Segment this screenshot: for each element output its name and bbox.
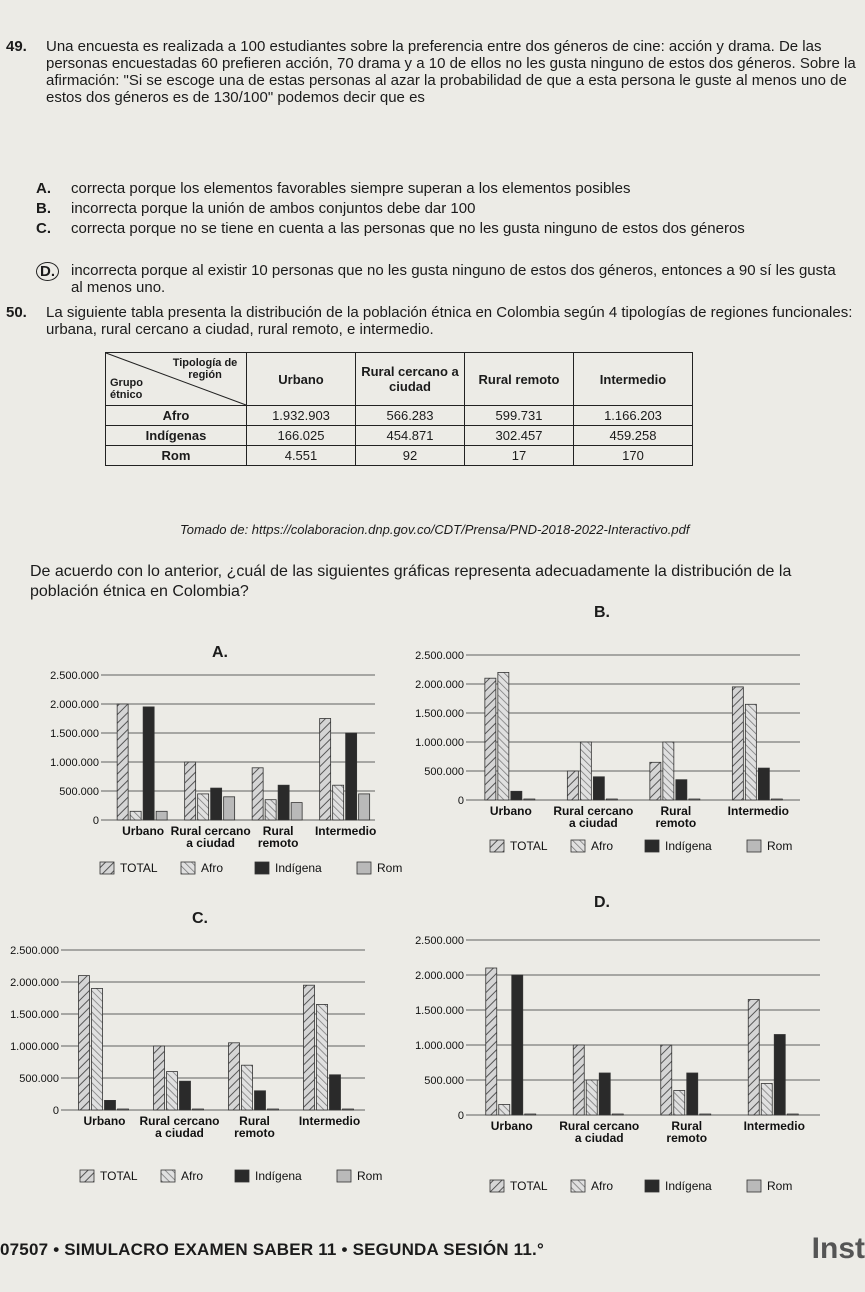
chart-c-label[interactable]: C. xyxy=(192,910,208,927)
y-tick-label: 2.500.000 xyxy=(415,650,464,662)
chart-a[interactable] xyxy=(10,660,403,895)
y-tick-label: 2.500.000 xyxy=(50,670,99,682)
bar-afro xyxy=(586,1080,597,1115)
legend-label: Afro xyxy=(201,861,224,875)
bar-afro xyxy=(242,1065,253,1110)
bar-indígena xyxy=(255,1091,266,1110)
x-tick-label: Urbano xyxy=(490,1119,533,1133)
y-tick-label: 1.500.000 xyxy=(415,1005,464,1017)
bar-rom xyxy=(606,799,617,800)
bar-indígena xyxy=(774,1035,785,1116)
y-tick-label: 1.500.000 xyxy=(415,708,464,720)
bar-total xyxy=(650,762,661,800)
legend-label: Rom xyxy=(767,1179,793,1193)
bar-rom xyxy=(525,1114,536,1115)
legend-swatch xyxy=(255,862,269,874)
bar-rom xyxy=(343,1109,354,1110)
question-49-stem: Una encuesta es realizada a 100 estudiantes sobre la preferencia entre dos géneros de cine: acción y drama. De las personas encuestadas 60 prefieren acción, 70 drama y a 10 de ellos no les gusta ninguno de estos dos géneros. Sobre la afirmación: "Si se escoge una de estas personas al azar la probabilidad de que a esta persona le guste al menos uno de estos dos géneros es de 130/100" podemos decir que es xyxy=(46,38,856,106)
x-tick-label: remoto xyxy=(655,816,697,830)
legend-swatch xyxy=(645,1180,659,1192)
legend-swatch xyxy=(747,840,761,852)
bar-afro xyxy=(130,811,141,820)
bar-indígena xyxy=(758,768,769,800)
legend-swatch xyxy=(235,1170,249,1182)
bar-afro xyxy=(499,1105,510,1116)
bar-rom xyxy=(700,1114,711,1115)
legend-label: TOTAL xyxy=(510,839,548,853)
table-header: Rural cercano a ciudad xyxy=(356,353,465,406)
table-corner-top: Tipología de región xyxy=(172,357,238,381)
table-header: Urbano xyxy=(247,353,356,406)
bar-indígena xyxy=(180,1081,191,1110)
y-tick-label: 500.000 xyxy=(59,786,99,798)
bar-rom xyxy=(359,794,370,820)
y-tick-label: 2.000.000 xyxy=(415,679,464,691)
chart-a-label[interactable]: A. xyxy=(212,644,228,661)
table-corner-bottom: Grupo étnico xyxy=(110,377,143,401)
x-tick-label: Rural xyxy=(660,804,692,818)
legend-label: Afro xyxy=(591,839,614,853)
bar-indígena xyxy=(676,780,687,800)
y-tick-label: 2.000.000 xyxy=(415,970,464,982)
y-tick-label: 500.000 xyxy=(19,1073,59,1085)
y-tick-label: 0 xyxy=(52,1105,59,1117)
x-tick-label: remoto xyxy=(666,1131,708,1145)
x-tick-label: remoto xyxy=(234,1126,275,1140)
legend-label: Indígena xyxy=(255,1169,302,1183)
bar-afro xyxy=(761,1084,772,1116)
legend-swatch xyxy=(181,862,195,874)
bar-rom xyxy=(268,1109,279,1110)
legend-label: Rom xyxy=(357,1169,383,1183)
bar-indígena xyxy=(599,1073,610,1115)
bar-afro xyxy=(674,1091,685,1116)
x-tick-label: Intermedio xyxy=(314,824,377,838)
bar-total xyxy=(117,704,128,820)
bar-total xyxy=(252,768,263,820)
bar-rom xyxy=(787,1114,798,1115)
option-49-d[interactable]: D. incorrecta porque al existir 10 personas que no les gusta ninguno de estos dos géneros, entonces a 90 sí les gusta al menos uno. xyxy=(36,262,836,296)
bar-indígena xyxy=(278,785,289,820)
x-tick-label: Rural cercano xyxy=(553,804,634,818)
option-49-c[interactable]: C. correcta porque no se tiene en cuenta a las personas que no les gusta ninguno de estos dos géneros xyxy=(36,220,745,237)
bar-afro xyxy=(745,704,756,800)
table-corner xyxy=(106,353,247,406)
y-tick-label: 1.500.000 xyxy=(10,1009,59,1021)
y-tick-label: 0 xyxy=(92,815,99,827)
legend-label: Rom xyxy=(377,861,403,875)
legend-swatch xyxy=(571,840,585,852)
bar-afro xyxy=(317,1004,328,1110)
y-tick-label: 2.500.000 xyxy=(415,935,464,947)
legend-label: TOTAL xyxy=(510,1179,548,1193)
footer-brand: Inst xyxy=(811,1232,865,1265)
x-tick-label: Rural xyxy=(239,1114,270,1128)
y-tick-label: 1.500.000 xyxy=(50,728,99,740)
legend-label: Indígena xyxy=(665,1179,712,1193)
bar-total xyxy=(485,678,496,800)
bar-rom xyxy=(771,799,782,800)
legend-label: Afro xyxy=(181,1169,204,1183)
bar-indígena xyxy=(593,777,604,800)
question-50-stem: La siguiente tabla presenta la distribución de la población étnica en Colombia según 4 tipologías de regiones funcionales: urbana, rural cercano a ciudad, rural remoto, e intermedio. xyxy=(46,304,853,338)
bar-total xyxy=(154,1046,165,1110)
legend-label: Indígena xyxy=(275,861,322,875)
x-tick-label: Urbano xyxy=(83,1114,126,1128)
legend-swatch xyxy=(337,1170,351,1182)
y-tick-label: 2.000.000 xyxy=(50,699,99,711)
legend-swatch xyxy=(161,1170,175,1182)
bar-total xyxy=(573,1045,584,1115)
x-tick-label: Urbano xyxy=(489,804,532,818)
bar-total xyxy=(320,719,331,821)
bar-total xyxy=(732,687,743,800)
chart-d[interactable] xyxy=(400,925,830,1210)
bar-rom xyxy=(291,803,302,820)
bar-rom xyxy=(689,799,700,800)
x-tick-label: Rural xyxy=(671,1119,703,1133)
y-tick-label: 1.000.000 xyxy=(415,737,464,749)
legend-swatch xyxy=(490,1180,504,1192)
question-49 xyxy=(6,38,856,106)
x-tick-label: Rural xyxy=(262,824,294,838)
bar-total xyxy=(79,976,90,1110)
y-tick-label: 2.500.000 xyxy=(10,945,59,957)
y-tick-label: 0 xyxy=(457,1110,464,1122)
x-tick-label: Rural cercano xyxy=(559,1119,640,1133)
legend-label: TOTAL xyxy=(100,1169,138,1183)
footer-title: 07507 • SIMULACRO EXAMEN SABER 11 • SEGUNDA SESIÓN 11.° xyxy=(0,1240,544,1259)
bar-total xyxy=(486,968,497,1115)
legend-swatch xyxy=(747,1180,761,1192)
bar-rom xyxy=(612,1114,623,1115)
option-49-a[interactable]: A. correcta porque los elementos favorables siempre superan a los elementos posibles xyxy=(36,180,631,197)
question-50 xyxy=(6,304,856,338)
chart-c[interactable] xyxy=(0,935,383,1200)
bar-rom xyxy=(156,811,167,820)
bar-afro xyxy=(92,988,103,1110)
bar-indígena xyxy=(211,788,222,820)
legend-swatch xyxy=(357,862,371,874)
bar-afro xyxy=(663,742,674,800)
bar-afro xyxy=(198,794,209,820)
bar-rom xyxy=(193,1109,204,1110)
table-source: Tomado de: https://colaboracion.dnp.gov.co/CDT/Prensa/PND-2018-2022-Interactivo.pdf xyxy=(180,522,690,537)
bar-rom xyxy=(224,797,235,820)
bar-indígena xyxy=(512,975,523,1115)
x-tick-label: Rural cercano xyxy=(139,1114,220,1128)
x-tick-label: a ciudad xyxy=(574,1131,624,1145)
legend-swatch xyxy=(490,840,504,852)
bar-total xyxy=(661,1045,672,1115)
chart-b-label[interactable]: B. xyxy=(594,604,610,621)
table-row: Indígenas 166.025 454.871 302.457 459.258 xyxy=(106,426,693,446)
bar-indígena xyxy=(346,733,357,820)
x-tick-label: Rural cercano xyxy=(170,824,251,838)
table-header: Intermedio xyxy=(574,353,693,406)
legend-swatch xyxy=(80,1170,94,1182)
x-tick-label: remoto xyxy=(257,836,299,850)
y-tick-label: 1.000.000 xyxy=(10,1041,59,1053)
legend-label: TOTAL xyxy=(120,861,158,875)
bar-total xyxy=(185,762,196,820)
y-tick-label: 2.000.000 xyxy=(10,977,59,989)
bar-total xyxy=(304,985,315,1110)
table-row: Afro 1.932.903 566.283 599.731 1.166.203 xyxy=(106,406,693,426)
bar-indígena xyxy=(511,791,522,800)
bar-rom xyxy=(524,799,535,800)
x-tick-label: Urbano xyxy=(122,824,165,838)
x-tick-label: a ciudad xyxy=(569,816,618,830)
x-tick-label: a ciudad xyxy=(155,1126,204,1140)
x-tick-label: a ciudad xyxy=(186,836,235,850)
bar-total xyxy=(229,1043,240,1110)
bar-afro xyxy=(167,1072,178,1110)
legend-label: Indígena xyxy=(665,839,712,853)
bar-afro xyxy=(265,800,276,820)
question-50-prompt: De acuerdo con lo anterior, ¿cuál de las siguientes gráficas representa adecuadamente la distribución de la población étnica en Colombia? xyxy=(30,563,792,600)
legend-swatch xyxy=(645,840,659,852)
question-49-number: 49. xyxy=(6,38,27,55)
chart-b[interactable] xyxy=(400,640,810,875)
bar-afro xyxy=(580,742,591,800)
x-tick-label: Intermedio xyxy=(743,1119,805,1133)
bar-indígena xyxy=(330,1075,341,1110)
legend-swatch xyxy=(100,862,114,874)
bar-indígena xyxy=(143,707,154,820)
bar-indígena xyxy=(687,1073,698,1115)
legend-swatch xyxy=(571,1180,585,1192)
x-tick-label: Intermedio xyxy=(298,1114,361,1128)
bar-rom xyxy=(118,1109,129,1110)
table-header: Rural remoto xyxy=(465,353,574,406)
y-tick-label: 1.000.000 xyxy=(415,1040,464,1052)
bar-total xyxy=(567,771,578,800)
x-tick-label: Intermedio xyxy=(727,804,790,818)
distribution-table xyxy=(105,352,693,466)
bar-afro xyxy=(498,672,509,800)
y-tick-label: 1.000.000 xyxy=(50,757,99,769)
y-tick-label: 500.000 xyxy=(424,1075,464,1087)
legend-label: Rom xyxy=(767,839,793,853)
option-49-b[interactable]: B. incorrecta porque la unión de ambos conjuntos debe dar 100 xyxy=(36,200,476,217)
bar-total xyxy=(748,1000,759,1116)
y-tick-label: 0 xyxy=(457,795,464,807)
legend-label: Afro xyxy=(591,1179,614,1193)
table-row: Rom 4.551 92 17 170 xyxy=(106,446,693,466)
bar-afro xyxy=(333,785,344,820)
y-tick-label: 500.000 xyxy=(424,766,464,778)
chart-d-label[interactable]: D. xyxy=(594,894,610,911)
bar-indígena xyxy=(105,1100,116,1110)
question-50-number: 50. xyxy=(6,304,27,321)
